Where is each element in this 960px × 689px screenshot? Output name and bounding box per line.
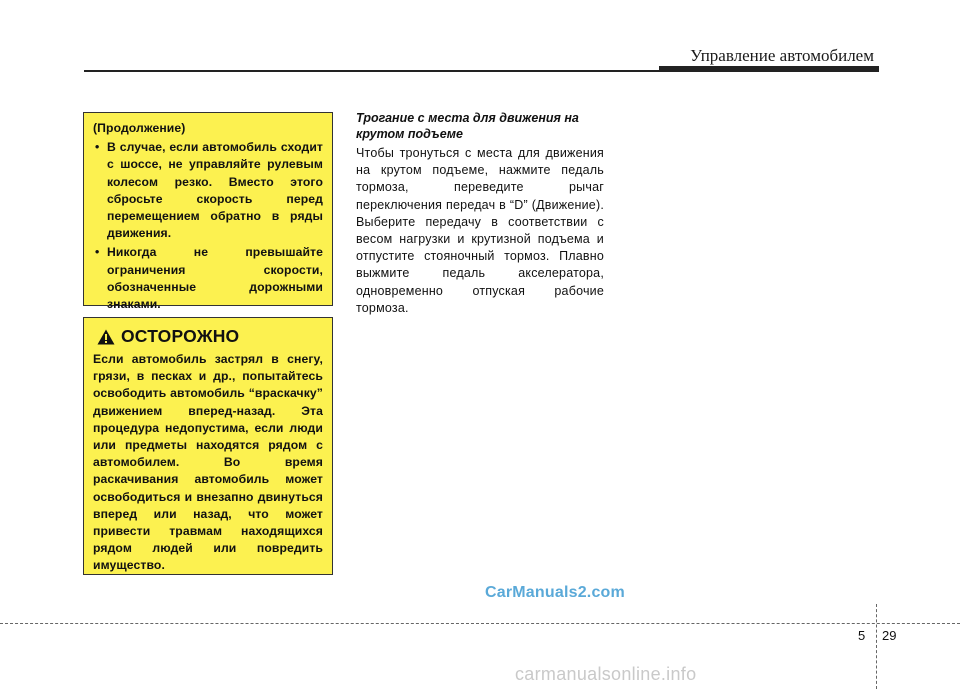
continued-label: (Продолжение) — [93, 121, 186, 135]
bullet-icon: • — [95, 245, 100, 260]
warning-text: Если автомобиль застрял в снегу, грязи, в песках и др., попытайтесь освободить автомобиль “враскачку” движением вперед-назад. Эта процедура недопустима, если люди или предметы находятся рядом с автомобилем. Во время раскачивания автомобиль может освободиться и внезапно двинуться вперед или назад, что может привести травмам находящихся рядом людей или повредить имущество. — [93, 352, 323, 573]
section-body: Чтобы тронуться с места для движения на крутом подъеме, нажмите педаль тормоза, переведите рычаг переключения передач в “D” (Движение). Выберите передачу в соответствии с весом нагрузки и крутизной подъема и отпустите стояночный тормоз. Плавно выжмите педаль акселератора, одновременно отпуская рабочие тормоза. — [356, 146, 604, 315]
continued-note-box — [83, 112, 333, 312]
list-item-text: В случае, если автомобиль сходит с шоссе, не управляйте рулевым колесом резко. Вместо этого сбросьте скорость перед перемещением обратно в ряды движения. — [107, 140, 323, 241]
warning-triangle-icon — [97, 329, 115, 345]
warning-box — [83, 317, 333, 575]
page-header-title: Управление автомобилем — [690, 46, 874, 65]
bullet-icon: • — [95, 140, 100, 155]
list-item — [93, 244, 323, 313]
header-rule-accent — [659, 66, 879, 72]
continued-list — [93, 139, 323, 313]
warning-header — [97, 326, 323, 347]
watermark-link[interactable]: CarManuals2.com — [485, 584, 625, 601]
warning-title: ОСТОРОЖНО — [121, 326, 240, 346]
footer-rule — [0, 623, 960, 624]
footer-site-watermark: carmanualsonline.info — [515, 664, 697, 684]
list-item-text: Никогда не превышайте ограничения скорости, обозначенные дорожными знаками. — [107, 245, 323, 312]
section-column — [356, 110, 604, 317]
section-heading: Трогание с места для движения на крутом подъеме — [356, 111, 579, 141]
page-number-divider — [876, 604, 877, 689]
list-item — [93, 139, 323, 242]
page-number: 29 — [882, 628, 897, 643]
page-chapter: 5 — [858, 628, 866, 643]
